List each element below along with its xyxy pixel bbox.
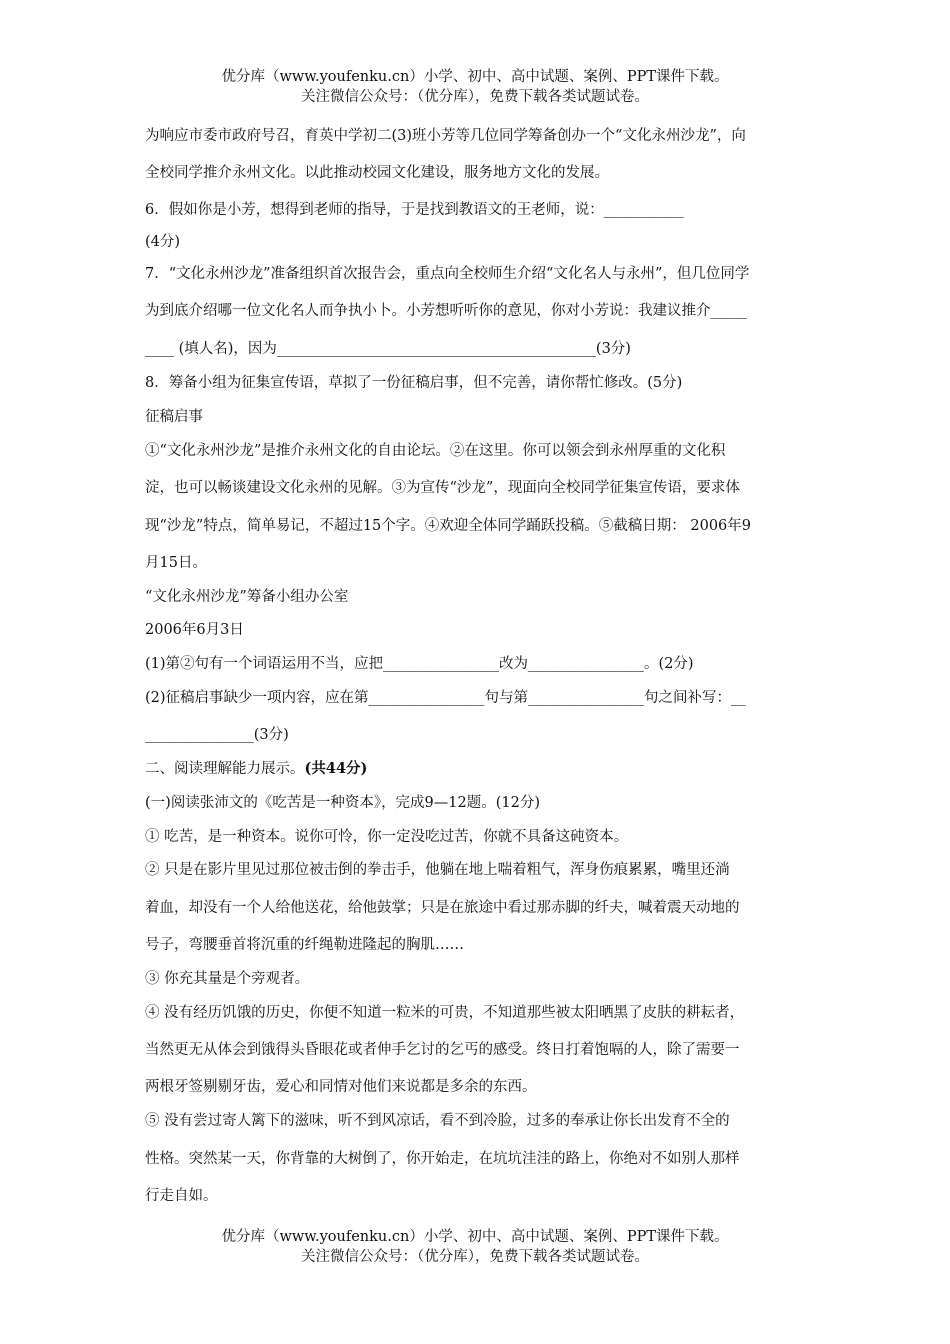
notice-signature: “文化永州沙龙”筹备小组办公室 (145, 589, 349, 605)
paragraph-5-line-2: 性格。突然某一天，你背靠的大树倒了，你开始走，在坑坑洼洼的路上，你绝对不如别人那样 (145, 1151, 740, 1167)
section-2-heading (145, 757, 367, 781)
part-1-heading: (一)阅读张沛文的《吃苦是一种资本》，完成9—12题。(12分) (145, 795, 541, 811)
section-2-score: (共44分) (304, 760, 368, 777)
header-line-2: 关注微信公众号：（优分库），免费下载各类试题试卷。 (301, 89, 649, 105)
page-footer (0, 1227, 950, 1267)
sub-question-1: (1)第②句有一个词语运用不当，应把________________改为________________。(2分) (145, 656, 694, 672)
section-2-title: 二、阅读理解能力展示。 (145, 761, 305, 777)
notice-line-1: ①“文化永州沙龙”是推介永州文化的自由论坛。②在这里。你可以领会到永州厚重的文化积 (145, 443, 726, 459)
paragraph-4-line-3: 两根牙签剔剔牙齿，爱心和同情对他们来说都是多余的东西。 (145, 1079, 537, 1095)
question-8: 8．筹备小组为征集宣传语，草拟了一份征稿启事，但不完善，请你帮忙修改。(5分) (145, 375, 683, 391)
footer-line-2: 关注微信公众号：（优分库），免费下载各类试题试卷。 (301, 1249, 649, 1265)
question-6-score: (4分) (145, 234, 181, 250)
paragraph-5-line-3: 行走自如。 (145, 1188, 218, 1204)
paragraph-4-line-2: 当然更无从体会到饿得头昏眼花或者伸手乞讨的乞丐的感受。终日打着饱嗝的人，除了需要一 (145, 1042, 740, 1058)
paragraph-1: ① 吃苦，是一种资本。说你可怜，你一定没吃过苦，你就不具备这砘资本。 (145, 829, 629, 845)
header-line-1: 优分库（www.youfenku.cn）小学、初中、高中试题、案例、PPT课件下载。 (221, 69, 729, 85)
paragraph-4-line-1: ④ 没有经历饥饿的历史，你便不知道一粒米的可贵，不知道那些被太阳晒黑了皮肤的耕耘者， (145, 1005, 745, 1021)
question-7-line-3: ____ (填人名)，因为____________________________________________(3分) (145, 341, 631, 357)
footer-line-1: 优分库（www.youfenku.cn）小学、初中、高中试题、案例、PPT课件下载。 (221, 1229, 729, 1245)
sub-question-2-line-1: (2)征稿启事缺少一项内容，应在第________________句与第________________句之间补写：__ (145, 690, 746, 706)
paragraph-2-line-3: 号子，弯腰垂首将沉重的纤绳勒进隆起的胸肌…… (145, 937, 464, 953)
notice-title: 征稿启事 (145, 409, 203, 425)
page-header (0, 67, 950, 107)
question-6: 6．假如你是小芳，想得到老师的指导，于是找到教语文的王老师，说：___________ (145, 202, 684, 218)
intro-line-1: 为响应市委市政府号召，育英中学初二(3)班小芳等几位同学筹备创办一个“文化永州沙龙”，向 (145, 128, 746, 144)
paragraph-2-line-1: ② 只是在影片里见过那位被击倒的拳击手，他躺在地上喘着粗气，浑身伤痕累累，嘴里还淌 (145, 862, 730, 878)
sub-question-2-line-2: _______________(3分) (145, 727, 289, 743)
notice-line-2: 淀，也可以畅谈建设文化永州的见解。③为宣传“沙龙”，现面向全校同学征集宣传语，要求体 (145, 480, 740, 496)
intro-line-2: 全校同学推介永州文化。以此推动校园文化建设，服务地方文化的发展。 (145, 165, 609, 181)
question-7-line-2: 为到底介绍哪一位文化名人而争执小卜。小芳想听听你的意见，你对小芳说：我建议推介_____ (145, 303, 747, 319)
paragraph-2-line-2: 着血，却没有一个人给他送花，给他鼓掌；只是在旅途中看过那赤脚的纤夫，喊着震天动地的 (145, 900, 740, 916)
paragraph-3: ③ 你充其量是个旁观者。 (145, 971, 310, 987)
paragraph-5-line-1: ⑤ 没有尝过寄人篱下的滋味，听不到风凉话，看不到冷脸，过多的奉承让你长出发育不全的 (145, 1113, 730, 1129)
notice-line-3: 现“沙龙”特点，简单易记，不超过15个字。④欢迎全体同学踊跃投稿。⑤截稿日期： 2006年9 (145, 518, 752, 534)
notice-date: 2006年6月3日 (145, 622, 244, 638)
question-7-line-1: 7．“文化永州沙龙”准备组织首次报告会，重点向全校师生介绍“文化名人与永州”，但几位同学 (145, 266, 750, 282)
notice-line-4: 月15日。 (145, 555, 207, 571)
